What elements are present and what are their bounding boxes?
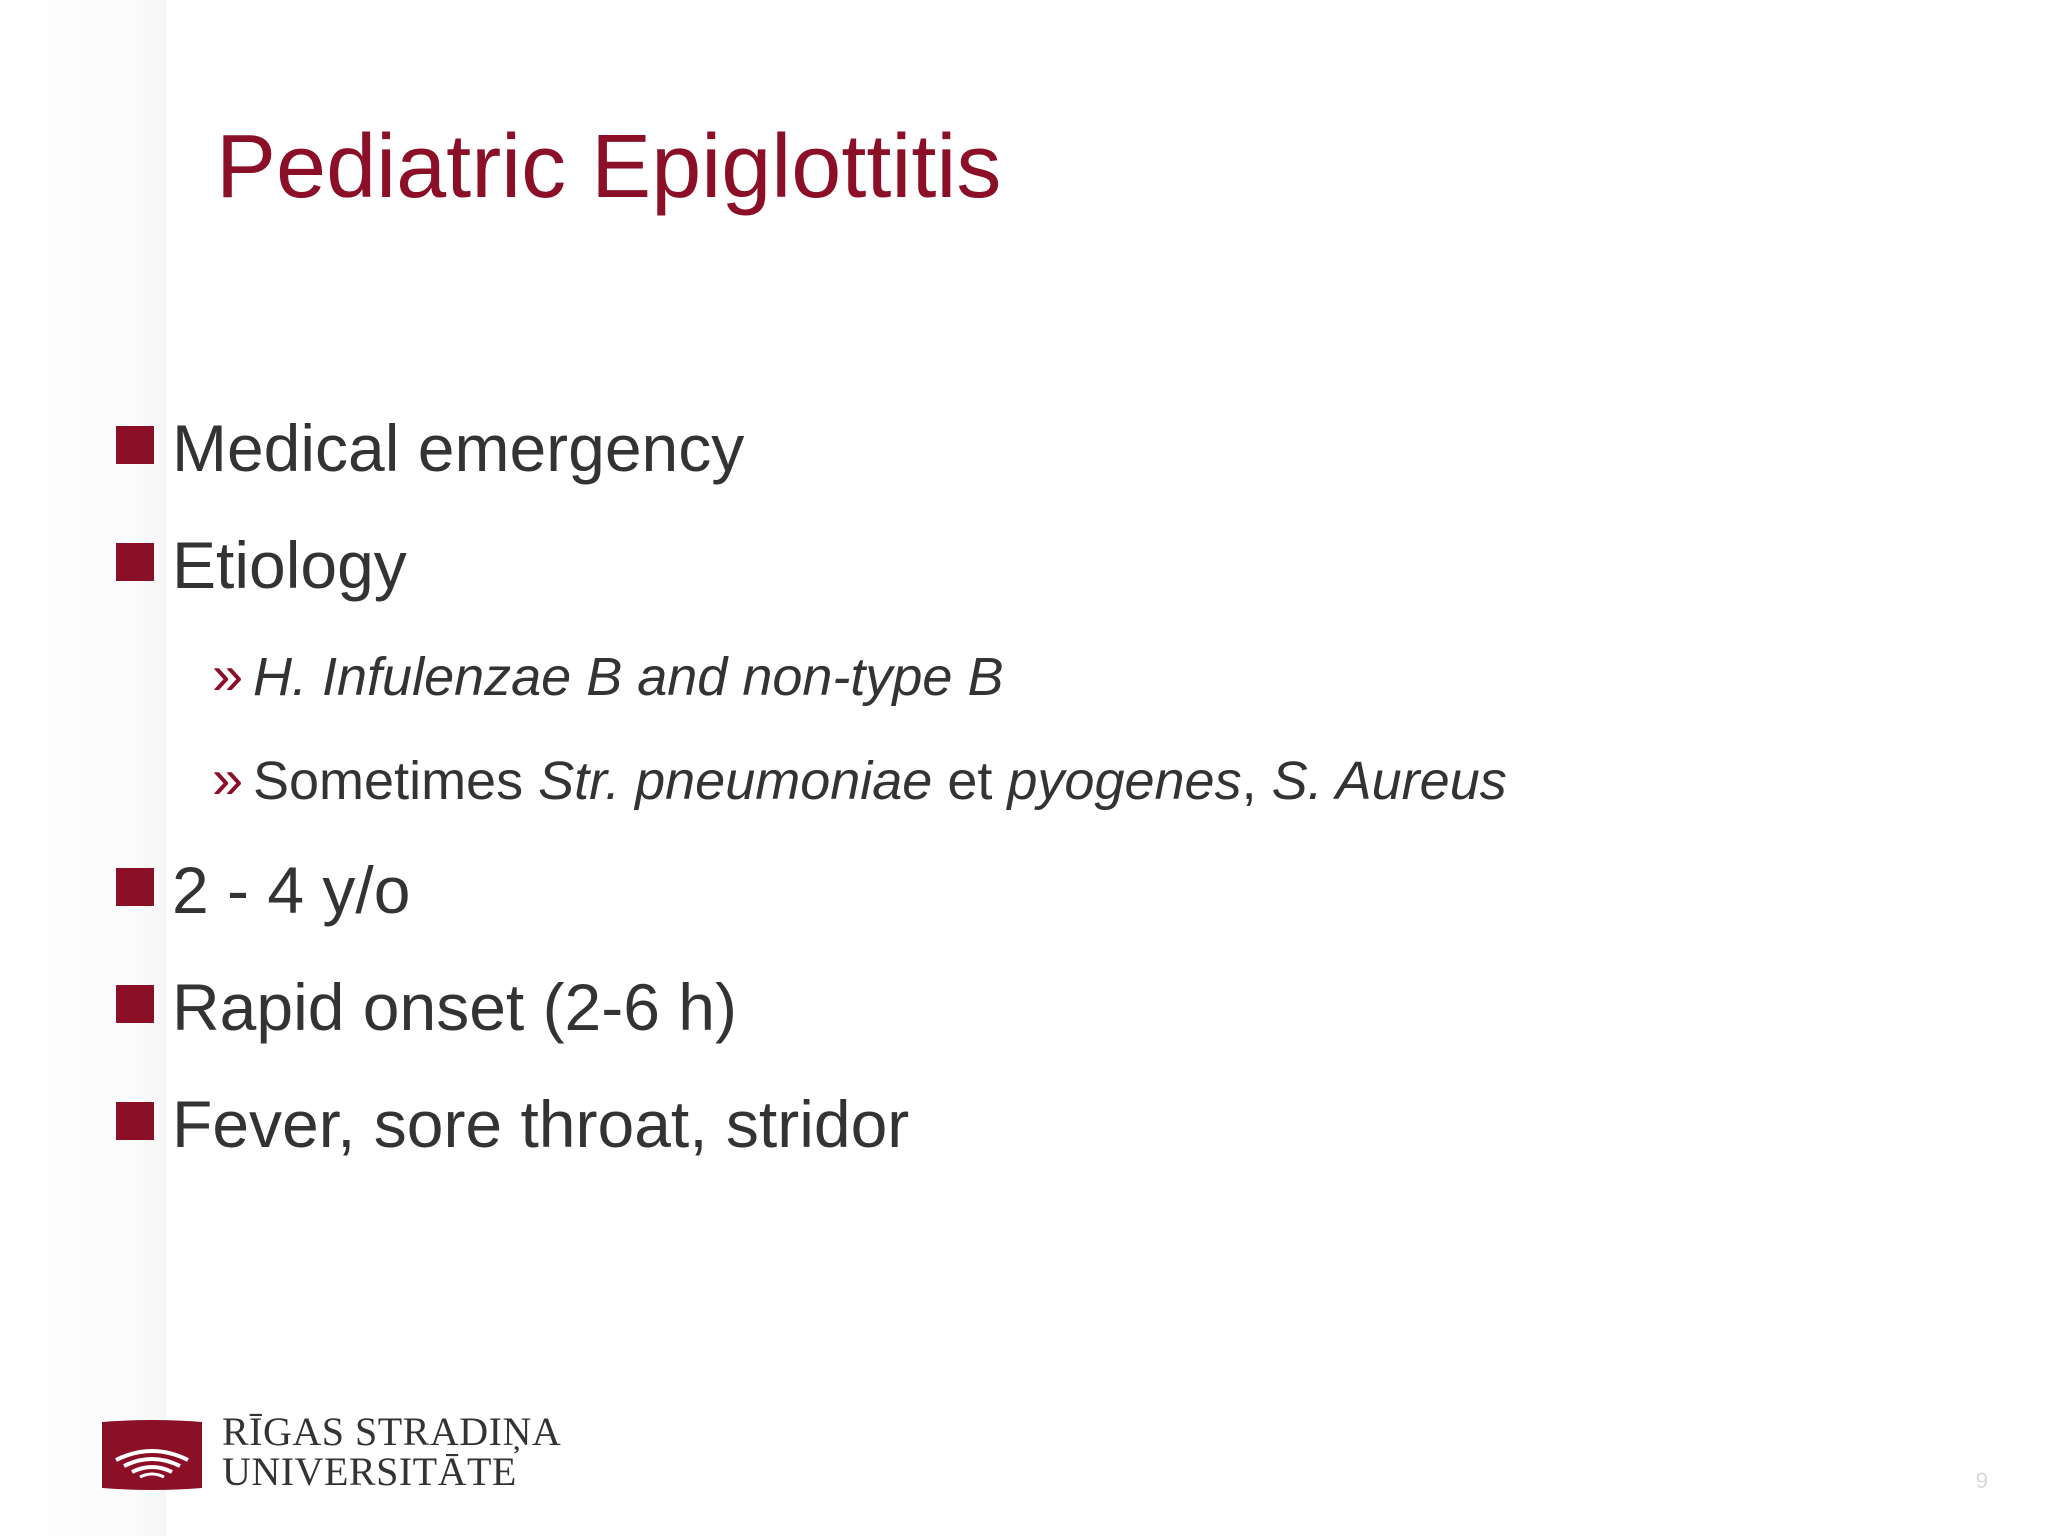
sub-bullet-h-influenzae: [114, 642, 1964, 712]
double-chevron-icon: »: [212, 747, 244, 810]
sub-bullet-text-part: Str. pneumoniae: [538, 751, 933, 811]
sub-bullet-text-part: ,: [1241, 751, 1272, 811]
bullet-text: Medical emergency: [172, 411, 745, 485]
double-chevron-icon: »: [212, 643, 244, 706]
bullet-rapid-onset: [114, 967, 1964, 1047]
bullet-text: 2 - 4 y/o: [172, 853, 411, 927]
sub-bullet-text-part: S. Aureus: [1271, 751, 1507, 811]
sub-bullet-text-part: et: [932, 751, 1008, 811]
bullet-text: Etiology: [172, 528, 407, 602]
bullet-medical-emergency: [114, 408, 1964, 488]
sub-bullet-text-part: Sometimes: [253, 751, 539, 811]
bullet-text: Rapid onset (2-6 h): [172, 970, 737, 1044]
bullet-list: [114, 408, 1964, 1201]
square-bullet-icon: [116, 426, 154, 464]
sub-bullet-other-pathogens: [114, 746, 1964, 816]
logo-line-1: RĪGAS STRADIŅA: [222, 1409, 562, 1454]
sub-bullet-text-part: pyogenes: [1007, 751, 1242, 811]
square-bullet-icon: [116, 543, 154, 581]
bullet-etiology: [114, 525, 1964, 605]
square-bullet-icon: [116, 868, 154, 906]
square-bullet-icon: [116, 1102, 154, 1140]
bullet-symptoms: [114, 1084, 1964, 1164]
bullet-age: [114, 850, 1964, 930]
university-logo-text: [222, 1409, 562, 1494]
slide-title: Pediatric Epiglottitis: [216, 117, 1002, 217]
logo-line-2: UNIVERSITĀTE: [222, 1449, 517, 1494]
square-bullet-icon: [116, 985, 154, 1023]
sub-bullet-text: H. Infulenzae B and non-type B: [253, 647, 1004, 707]
bullet-text: Fever, sore throat, stridor: [172, 1087, 910, 1161]
page-number: 9: [1975, 1468, 1988, 1493]
